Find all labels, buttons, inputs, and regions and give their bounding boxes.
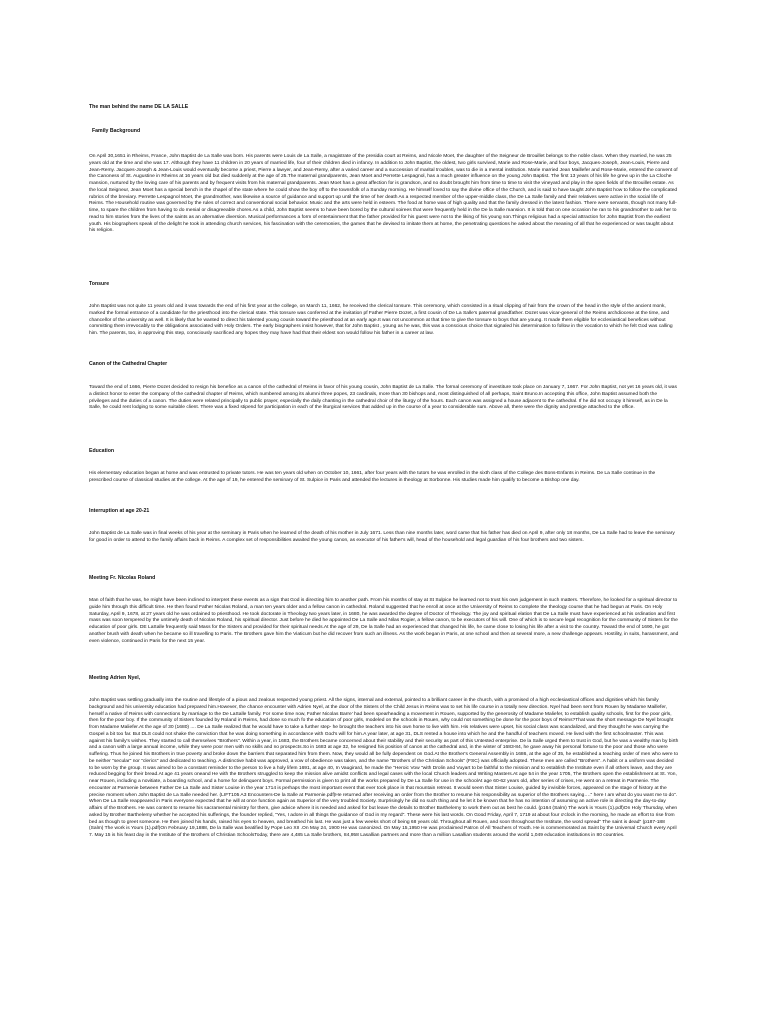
section-text-meeting-nyel: John Baptist was settling gradually into the routine and lifestyle of a pious and zealous respected young priest. All the signs, internal and external, pointed to a brilliant career in the church, with a promised of a high ecclesiastical offices and dignities which his family background and his university education had prepared him.However, the chance encounter with Adrien Nyel, at the door of the Sisters of the Child Jesus in Reims was to set his life course in a totally new direction. Nyel had been sent from Rouen by Madame Maillefer, herself a native of Reims with connections by marriage to the De LaSalle family. For some time now, Father Nicolas Barre' had been spearheading a movement in Rouen, supported by the generosity of Madame Maliefer, to establish quality schools, first for the poor girls, then for the poor boy. If the community of Sisters founded by Roland in Reims, had done so much fo the education of poor girls, modeled on the schools in Rouen, why could not something be done for the poor boys of Reims?That was the short message De Nyel brought from Madame Maliefer.At the age of 30 (1680) .... De La Salle realized that he would have to take a further step- he brought the teachers into his own home to live with him. His relatives were upset, his social class was scandalized, and they thought he was carrying the Gospel a bit too far. But DLS could not shake the conviction that he was doing something in accordance with God's will for him.A year later, at age 31, DLS rented a house into which he and the handful of teachers moved. He lived with the first schoolmaster. This was against his family's wishes. They started to call themselves "Brothers". Within a year, in 1683, the Brothers became concerned about their stability and their security as part of this Untested enterprise. De la Salle urged them to trust in God, but he was a wealthy man by birth and a canon with a large annual income, while they were poor men with no skills and no prospects.So in 1683 at age 32, he resigned his position of canon at the cathedral and, in the winter of 1683-84, he gave away his personal fortune to the poor and those who were suffering. Thus he joined his Brothers in true poverty and broke down the barriers that separated him from them. Now, they would all be fully dependent on God.At the Brother's General Assembly in 1686, at the age of 35, he established a teaching order of men who were to be neither "secular" nor "clerics" and dedicated to teaching. A distinctive habit was approved, a vow of obedience was taken, and the name "Brothers of the Christian Schools" (FSC) was officially adopted. These men are called "Brothers". A habit or a uniform was decided to be worn by the group. It was aimed to be a constant reminder to the person to live a holy lifeIn 1691, at age 40, In Vaugirard, he made the "Heroic Vow "with Drolin and Vuyart to be faithful to the mission and to establish the Institute even if all others leave, and they are reduced begging for their bread.At age 41 years oneand He with the Brothers struggled to keep the mission alive amidst conflicts and legal cases with the local Church leaders and Writing Masters.At age 54 in the year 1705, The Brothers open the establishment at St. Yon, near Rouen, including a novitiate, a boarding school, and a home for delinquent boys. Formal permission is given to print all the works prepared by De La Salle for use in the schoolAt age 60-62 years old, after series of crises, He went on a retreat in Parmenie. The encounter at Parmenie between Father De La Salle and Sister Louise in the year 1714 is perhaps the most important event that ever took place in that mountain retreat. It would seem that Sister Louise, guided by invisible forces, appeared on the stage of history at the precise moment when John Baptist de La Salle needed her. (LIFT105 A3 Encounters-De la Salle at Parmenie.pdf)He returned after receiving an order from the Brother to resume his responsibility as superior of the Brothers saying…." here I am what do you want me to do". When De La Salle reappeared in Paris everyone expected that he will at once function again as Superior of the very troubled Society. Surprisingly he did no such thing and he let it be known that he has no intention of assuming an active role in directing the day-to-day affairs of the Brothers. He was content to resume his sacramental ministry for them, give advice where it is needed and asked for but leave the details to Brother Barthelemy to work them out as best he could. (p164 (Salm) The work is Yours (1).pdf)On Holy Thursday, when asked by Brother Barthelemy whether he accepted his sufferings, the founder replied, "Yes, I adore in all things the guidance of God in my regard". These were his last words. On Good Friday, April 7, 1719 at about four o'clock in the morning, he made an effort to rise from bed as though to greet someone. He then joined his hands, raised his eyes to heaven, and breathed his last. He was just a few weeks short of being 68 years old. Throughout all Rouen, and soon throughout the Institute, the word spread" The saint is dead" (p187-188 (Salm) The work is Yours (1).pdf)On February 19,1888, De la Salle was beatified by Pope Leo XII .On May 24, 1900 He was canonized. On May 15,1950 He was proclaimed Patron of All Teachers of Youth. He is commemorated as Saint by the Universal Church every April 7. May 15 is his feast day in the Institute of the Brothers of Christian SchoolsToday, there are 4,485 La Salle brothers, 84,958 Lasallian partners and more than a million Lasallian students around the world 1,049 education institutions in 80 countries. [89, 698, 679, 838]
section-text-tonsure: John Baptist was not quite 11 years old and it was towards the end of his first year at the college, on March 11, 1662, he received the clerical tonsure. This ceremony, which consisted in a ritual clipping of hair from the crown of the head in the style of the ancient monk, marked the formal entrance of a candidate for the priesthood into the clerical state. This tonsure was conferred at the invitation pf Father Pierre Dozet, a first cousin of De La Salle's paternal grandfather. Dozet was vicar-general of the Reims archdiocese at the time, and chancellor of the university as well. It is likely that he wanted to direct his talented young cousin toward the priesthood at an early age.It was not uncommon at that time to give the tonsure to boys that are young. It made them eligible for ecclesiastical benefices without committing them irrevocably to the obligations associated with Holy Orders. The early biographers insist however, that for John Baptist , young as he was, this was a conscious choice that signaled his determination to follow in the vocation to which he felt God was calling him. The parents, too, in approving this step, consciously sacrificed any hopes they may have had that their eldest son would follow his father in a career at law. [89, 304, 673, 336]
document-title: The man behind the name DE LA SALLE [89, 104, 189, 110]
section-heading-family-background: Family Background [92, 128, 141, 134]
section-heading-interruption: Interruption at age 20-21 [89, 508, 150, 514]
section-heading-tonsure: Tonsure [89, 281, 110, 287]
section-heading-canon: Canon of the Cathedral Chapter [89, 361, 168, 367]
section-heading-meeting-roland: Meeting Fr. Nicolas Roland [89, 575, 156, 581]
section-text-education: His elementary education began at home and was entrusted to private tutors. He was ten years old when on October 10, 1661, after four years with the tutors he was enrolled in the sixth class of the College des Bons-Enfants in Reims. De La Salle continue in the prescribed course of classical studies at the college. At the age of 19, he entered the seminary of St. Sulpice in Paris and attended the lectures in theology at Sorbonne. His studies made him qualify to become a Bishop one day. [89, 471, 656, 483]
section-text-meeting-roland: Man of faith that he was, he might have been inclined to interpret these events as a sign that God is directing him to another path. From his months of stay at St Sulpice he learned not to trust his own judgement in such matters. Therefore, he looked for a spiritual director to guide him through this difficult time. He then found Father Nicolas Roland, a man ten years older and a fellow canon in cathedral. Roland suggested that he enroll at once at the University of Reims to complete the theology course that he had begun at Paris. On Holy Saturday, April 9, 1678, at 27 years old he was ordained to priesthood. He took doctorate in Theology two years later, in 1680, he was awarded the degree of Doctor of Theology. The joy and spiritual elation that De La Salle must have experienced at his ordination and first mass was soon tempered by the untimely death of Nicolas Roland, his spiritual director. Just before he died he appointed De La Salle and Nilas Rogier, a fellow canon, to be executors of his will. One of which is to secure legal recognition for the community of Sisters for the education of poor girls. DE LaSalle frequently said Mass for the Sisters and provided for their spiritual needs.At the age of 29, De la Salle had an experienced that changed his life, he came close to losing his life after a visit to the country. Toward the end of 1690, he got another brush with death when he became so ill travelling to Paris. The Brothers gave him the Viaticum but he did recover from such an illness. As the work began in Paris, at one school and then at several more, a new challenge appears. Hostility, in suits, harassment, and even violence, continued in Paris for the next 15 year. [89, 598, 679, 644]
section-text-family-background: On April 30,1651 in Rheims, France, John Baptist de La Salle was born. His parents were Louis de La Salle, a magistrate of the presidia court at Reims, and Nicole Moet, the daughter of the Seigneur de Brouillet belongs to the noble class. When they married, he was 25 years old at the time and she was 17. Although they have 11 children in 20 years of married life, four of their children died in infancy. In addition to John Baptist, the oldest, two girls survived, Marie and Rose-Marie, and four boys, Jacques-Joseph, Jean-Louis, Pierre and Jean-Remy. Jacques-Joseph & Jean-Louis would eventually become a priest, Pierre a lawyer, and Jean-Remy, after a varied career and a succession of marital troubles, was to die in a mental institution. Marie married Jean Maillefer and Rose-Marie, entered the convent of the Canoness of St. Augustine in Rheims at 16 years old but died suddenly at the age of 25.The maternal grandparents, Jean Moet and Perrette Lespagnol, has a much greater influence on the young John Baptist. The first 13 years of his life he grew up in the La Cloche mansion, nurtured by the loving care of his parents and by frequent visits from his maternal grandparents. Jean Moet has a great affection for is grandson, and no doubt brought him from time to time to visit the vineyard and play in the open fields of the Brouillet estate. As the local Seigneur, Jean Moet has a special bench in the chapel of the state where he could show the boy off to the townsfolk of a Sunday morning. He himself loved to say the divine office of the Church, and is said to have taught John Baptist how to follow the complicated rubrics of the breviary. Perrette Lespagnol Moet, the grandmother, was likewise a source of guidance and support up until the time of her death As a respected member of the upper-middle class, the De La Salle family and their relatives were active in the social life of Reims. The Household routine was governed by the rules of correct and conventional social behavior. Music and the arts were held in esteem. The food at home was of high quality and that the family dressed in the latest fashion. There were servants, though not many full-time, to spare the children from having to do menial or disagreeable chores.As a child, John Baptist seems to have been bored by the cultural soirees that were frequently held in the De la Salle mansion. It is told that on one occasion he ran to his grandmother to ask her to read to him stories from the lives of the saints as an alternative diversion. Musical performances a form of entertainment that the father provided for his guest were not to the liking of his young son.Things religious had a special attraction for John Baptist from the earliest youth. His biographers speak of the delight he took in attending church services, his fascination with the ceremonies, the games that he devised to imitate them at home, the penetrating questions he asked about the meaning of all that he experienced or was taught about his religion. [89, 154, 678, 234]
section-heading-meeting-nyel: Meeting Adrien Nyel, [89, 675, 141, 681]
section-text-interruption: John Baptist de La Salle was in final weeks of his year at the seminary in Paris when he learned of the death of his mother in July 1671. Less than nine months later, word came that his father has died on April 9, after only 18 months, De La Salle had to leave the seminary for good in order to attend to the family affairs back in Reims. A complex set of responsibilities awaited the young canon, as executor of his father's will, head of the household and legal guardian of his four brothers and two sisters. [89, 531, 675, 543]
section-text-canon: Toward the end of 1666, Pierre Dozet decided to resign his benefice as a canon of the cathedral of Reims in favor of his young cousin, John Baptist de La Salle. The formal ceremony of investiture took place on January 7, 1667. For John Baptist, not yet 16 years old, it was a distinct honor to enter the company of the cathedral chapter of Reims, which numbered among its alumni three popes, 23 cardinals, more than 30 bishops and, most distinguished of all perhaps, Saint Bruno.In accepting this office, John Baptist assumed both the privileges and the duties of a canon. The duties were related principally to public prayer, especially the daily chanting in the cathedral choir of the liturgy of the hours. Each canon was assigned a house adjacent to the cathedral. If he did not occupy it himself, as in De la Salle, he could rent lodging to some suitable client. There was a fixed stipend for participation in each of the liturgical services that added up in the course of a year to considerable sum. Above all, there were the dignity and prestige attached to the office. [89, 385, 677, 411]
section-heading-education: Education [89, 448, 115, 454]
